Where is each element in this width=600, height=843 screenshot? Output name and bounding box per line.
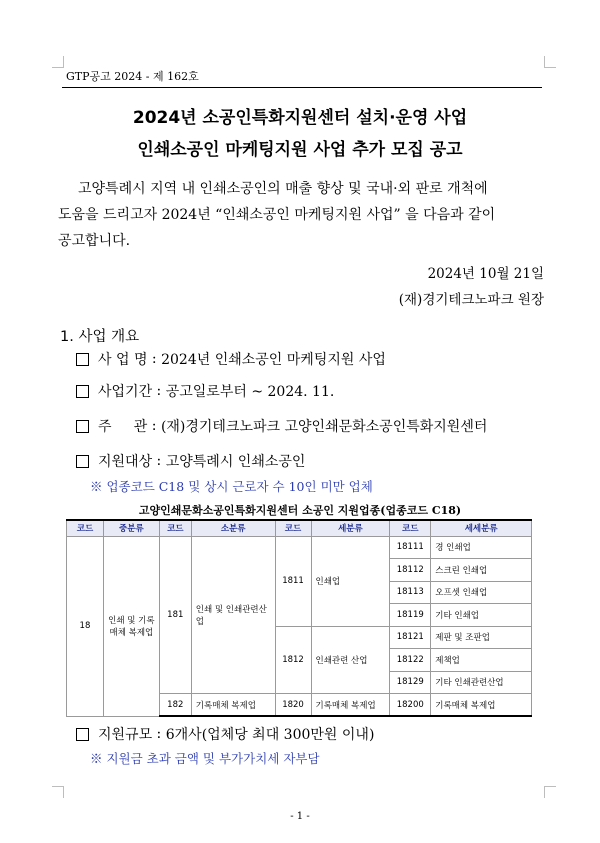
crop-mark-bottom-right: [544, 786, 556, 798]
item-project-period: [76, 381, 334, 401]
cost-note: ※ 지원금 초과 금액 및 부가가치세 자부담: [90, 751, 320, 766]
item-label: 사업기간: [98, 384, 153, 400]
item-separator: :: [152, 726, 166, 742]
fine-name-cell: 스크린 인쇄업: [431, 559, 532, 582]
page-number: - 1 -: [290, 811, 310, 822]
checkbox-icon: [76, 728, 89, 741]
detail-code-cell: 1811: [275, 536, 311, 626]
header-detail-category: 세분류: [311, 520, 390, 536]
item-separator: :: [147, 418, 161, 434]
detail-code-cell: 1812: [275, 626, 311, 694]
item-label: 지원대상: [98, 454, 153, 470]
crop-mark-bottom-left: [52, 786, 64, 798]
fine-name-cell: 기록매체 복제업: [431, 694, 532, 717]
header-code: 코드: [159, 520, 191, 536]
sub-code-cell: 181: [159, 536, 191, 694]
item-value: 6개사(업체당 최대 300만원 이내): [165, 727, 375, 743]
item-value: 고양특례시 인쇄소공인: [165, 454, 306, 470]
crop-mark-top-left: [52, 56, 64, 68]
fine-code-cell: 18112: [390, 559, 431, 582]
fine-code-cell: 18200: [390, 694, 431, 717]
document-number: GTP공고 2024 - 제 162호: [66, 70, 199, 83]
item-project-name: [76, 349, 386, 369]
detail-name-cell: 인쇄관련 산업: [311, 626, 390, 694]
fine-name-cell: 제책업: [431, 649, 532, 672]
fine-code-cell: 18121: [390, 626, 431, 649]
checkbox-icon: [76, 420, 89, 433]
fine-code-cell: 18129: [390, 671, 431, 694]
checkbox-icon: [76, 353, 89, 366]
item-label: 지원규모: [98, 727, 153, 743]
fine-name-cell: 제판 및 조판업: [431, 626, 532, 649]
intro-line-2: 도움을 드리고자 2024년 “인쇄소공인 마케팅지원 사업” 을 다음과 같이: [58, 207, 496, 223]
table-header-row: [67, 520, 532, 536]
checkbox-icon: [76, 455, 89, 468]
item-value: 공고일로부터 ~ 2024. 11.: [165, 384, 335, 400]
mid-name-cell: 인쇄 및 기록매체 복제업: [103, 536, 159, 716]
detail-name-cell: 인쇄업: [311, 536, 390, 626]
table-caption: 고양인쇄문화소공인특화지원센터 소공인 지원업종(업종코드 C18): [138, 504, 462, 517]
sub-code-cell: 182: [159, 694, 191, 717]
section-heading: 1. 사업 개요: [60, 329, 140, 345]
fine-name-cell: 기타 인쇄관련산업: [431, 671, 532, 694]
sub-name-cell: 인쇄 및 인쇄관련산업: [191, 536, 275, 694]
fine-name-cell: 오프셋 인쇄업: [431, 581, 532, 604]
item-separator: :: [147, 351, 162, 367]
sub-name-cell: 기록매체 복제업: [191, 694, 275, 717]
crop-mark-top-right: [544, 56, 556, 68]
notice-date: 2024년 10월 21일: [427, 266, 544, 282]
item-support-scale: [76, 724, 374, 744]
item-separator: :: [152, 383, 166, 399]
issuer: (재)경기테크노파크 원장: [398, 292, 544, 308]
item-label: 사 업 명: [98, 352, 148, 368]
title-line-1: 2024년 소공인특화지원센터 설치·운영 사업: [132, 108, 468, 128]
fine-code-cell: 18113: [390, 581, 431, 604]
item-separator: :: [152, 453, 166, 469]
item-organizer: [76, 416, 487, 436]
intro-line-3: 공고합니다.: [58, 233, 131, 249]
fine-code-cell: 18111: [390, 536, 431, 559]
fine-name-cell: 경 인쇄업: [431, 536, 532, 559]
header-mid-category: 중분류: [103, 520, 159, 536]
table-row: [67, 536, 532, 559]
eligibility-note: ※ 업종코드 C18 및 상시 근로자 수 10인 미만 업체: [90, 479, 373, 494]
detail-code-cell: 1820: [275, 694, 311, 717]
header-fine-category: 세세분류: [431, 520, 532, 536]
title-line-2: 인쇄소공인 마케팅지원 사업 추가 모집 공고: [137, 140, 463, 160]
fine-name-cell: 기타 인쇄업: [431, 604, 532, 627]
item-label: 주 관: [98, 419, 148, 435]
detail-name-cell: 기록매체 복제업: [311, 694, 390, 717]
fine-code-cell: 18119: [390, 604, 431, 627]
checkbox-icon: [76, 385, 89, 398]
item-value: 2024년 인쇄소공인 마케팅지원 사업: [161, 352, 386, 368]
mid-code-cell: 18: [67, 536, 104, 716]
industry-code-table: [66, 519, 532, 717]
header-code: 코드: [390, 520, 431, 536]
intro-line-1: 고양특례시 지역 내 인쇄소공인의 매출 향상 및 국내·외 판로 개척에: [78, 181, 488, 197]
fine-code-cell: 18122: [390, 649, 431, 672]
header-divider: [62, 87, 542, 88]
item-value: (재)경기테크노파크 고양인쇄문화소공인특화지원센터: [160, 419, 488, 435]
header-sub-category: 소분류: [191, 520, 275, 536]
item-target: [76, 451, 305, 471]
header-code: 코드: [275, 520, 311, 536]
header-code: 코드: [67, 520, 104, 536]
